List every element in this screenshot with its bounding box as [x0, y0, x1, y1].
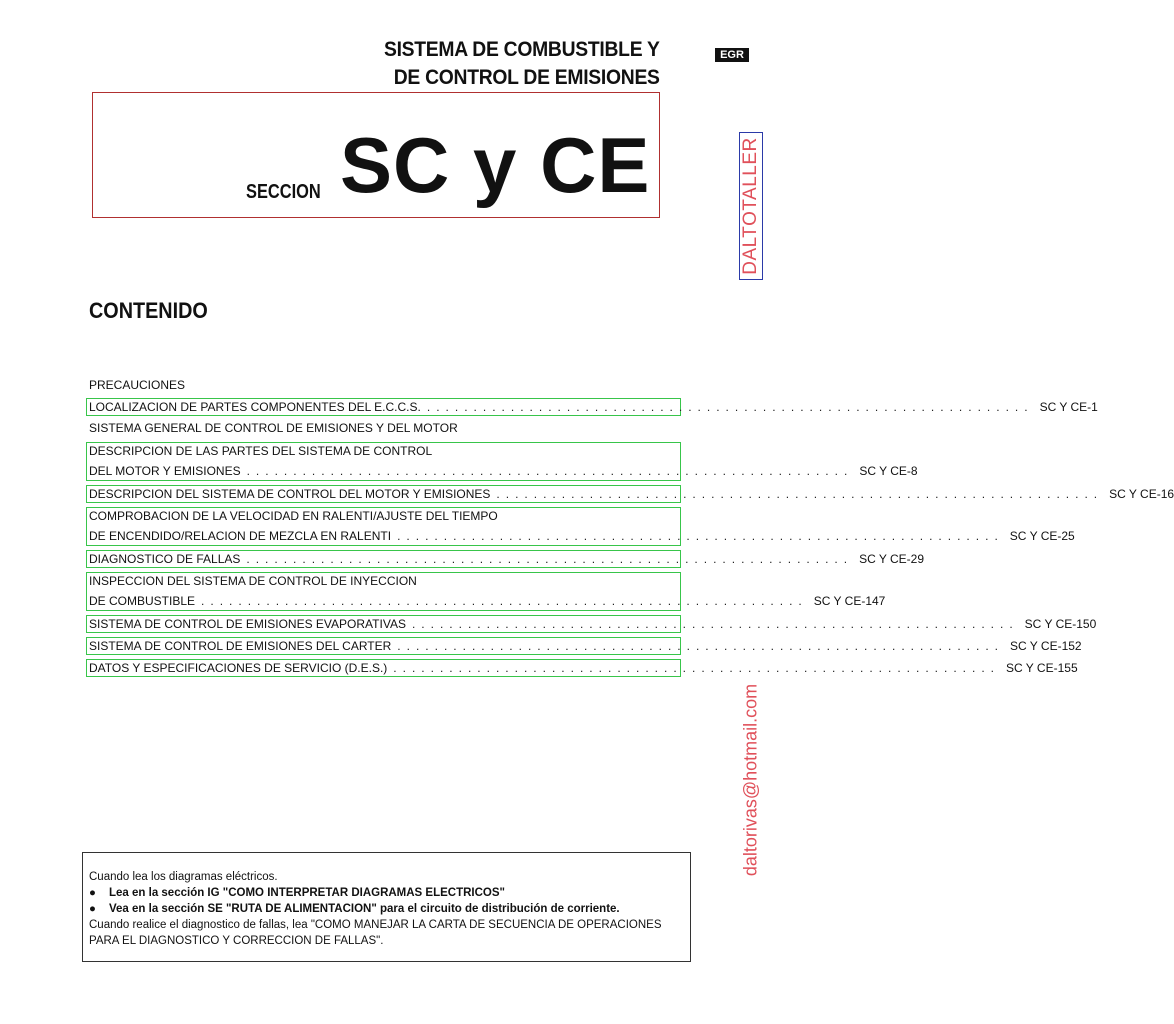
note-outro: Cuando realice el diagnostico de fallas, lea "COMO MANEJAR LA CARTA DE SECUENCIA DE OPERACIONES PARA EL DIAGNOSTICO Y CORRECCION DE FALLAS".: [89, 919, 662, 947]
toc-leader: .................................................................: [246, 552, 854, 566]
toc-entry-title: LOCALIZACION DE PARTES COMPONENTES DEL E.C.C.S.: [89, 400, 421, 414]
toc-page-ref: SC Y CE-25: [1009, 529, 1075, 543]
toc-entry-inspeccion[interactable]: [86, 572, 886, 611]
note-bullet-1-text: Lea en la sección IG "COMO INTERPRETAR DIAGRAMAS ELECTRICOS": [109, 887, 505, 899]
toc-page-ref: SC Y CE-29: [859, 552, 925, 566]
note-bullet-2: [89, 901, 684, 917]
toc-leader: .................................................................: [393, 661, 1001, 675]
toc-entry-title: COMPROBACION DE LA VELOCIDAD EN RALENTI/AJUSTE DEL TIEMPO: [89, 509, 498, 523]
toc-entry-title: SISTEMA DE CONTROL DE EMISIONES EVAPORATIVAS: [89, 617, 406, 631]
toc-entry-title: DESCRIPCION DE LAS PARTES DEL SISTEMA DE CONTROL: [89, 444, 433, 458]
toc-entry-descripcion-partes[interactable]: [86, 442, 918, 481]
toc-entry-title: INSPECCION DEL SISTEMA DE CONTROL DE INYECCION: [89, 574, 417, 588]
email-watermark[interactable]: [738, 668, 764, 892]
document-title: [384, 36, 660, 92]
toc-entry-datos[interactable]: [86, 659, 1078, 677]
section-code: SC y CE: [340, 121, 651, 209]
toc-entry-evaporativas[interactable]: [86, 615, 1097, 633]
egr-badge: EGR: [715, 48, 749, 62]
toc-page-ref: SC Y CE-16: [1109, 487, 1174, 501]
toc-entry-title: DIAGNOSTICO DE FALLAS: [89, 552, 241, 566]
toc-page-ref: SC Y CE-8: [859, 464, 918, 478]
toc-entry-sistema-general: SISTEMA GENERAL DE CONTROL DE EMISIONES Y DEL MOTOR: [89, 421, 458, 435]
title-line-2: DE CONTROL DE EMISIONES: [394, 66, 660, 89]
toc-entry-title-cont: DE COMBUSTIBLE: [89, 594, 196, 608]
bullet-icon: ●: [89, 903, 96, 915]
toc-page-ref: SC Y CE-1: [1039, 400, 1098, 414]
toc-entry-title-cont: DEL MOTOR Y EMISIONES: [89, 464, 241, 478]
toc-leader: .................................................................: [426, 400, 1034, 414]
toc-entry-carter[interactable]: [86, 637, 1082, 655]
toc-leader: .................................................................: [246, 464, 854, 478]
toc-entry-localizacion[interactable]: [86, 398, 1098, 416]
toc-entry-descripcion-sistema[interactable]: [86, 485, 1174, 503]
toc-leader: .................................................................: [496, 487, 1104, 501]
note-bullet-2-text: Vea en la sección SE "RUTA DE ALIMENTACION" para el circuito de distribución de corriente.: [109, 903, 620, 915]
toc-page-ref: SC Y CE-150: [1024, 617, 1097, 631]
toc-leader: .................................................................: [397, 639, 1004, 653]
email-watermark-text: daltorivas@hotmail.com: [740, 683, 761, 877]
brand-watermark[interactable]: [739, 132, 763, 280]
contents-heading: CONTENIDO: [89, 298, 208, 323]
toc-page-ref: SC Y CE-152: [1010, 639, 1082, 653]
toc-page-ref: SC Y CE-147: [813, 594, 886, 608]
title-line-1: SISTEMA DE COMBUSTIBLE Y: [384, 38, 660, 61]
note-bullet-1: [89, 885, 684, 901]
section-label: SECCION: [246, 181, 321, 203]
toc-leader: .................................................................: [397, 529, 1004, 543]
toc-page-ref: SC Y CE-155: [1006, 661, 1078, 675]
toc-entry-title: DATOS Y ESPECIFICACIONES DE SERVICIO (D.E.S.): [89, 661, 388, 675]
toc-entry-title: SISTEMA DE CONTROL DE EMISIONES DEL CARTER: [89, 639, 392, 653]
toc-entry-precauciones: PRECAUCIONES: [89, 378, 186, 392]
toc-entry-comprobacion[interactable]: [86, 507, 1075, 546]
bullet-icon: ●: [89, 887, 96, 899]
brand-watermark-text: DALTOTALLER: [740, 137, 761, 275]
toc-leader: .................................................................: [201, 594, 808, 608]
toc-entry-title-cont: DE ENCENDIDO/RELACION DE MEZCLA EN RALENTI: [89, 529, 392, 543]
toc-entry-title: DESCRIPCION DEL SISTEMA DE CONTROL DEL MOTOR Y EMISIONES: [89, 487, 491, 501]
toc-leader: .................................................................: [411, 617, 1019, 631]
section-frame: [92, 92, 660, 218]
note-intro: Cuando lea los diagramas eléctricos.: [89, 871, 278, 883]
toc-entry-diagnostico[interactable]: [86, 550, 925, 568]
wiring-note-box: [82, 852, 691, 962]
